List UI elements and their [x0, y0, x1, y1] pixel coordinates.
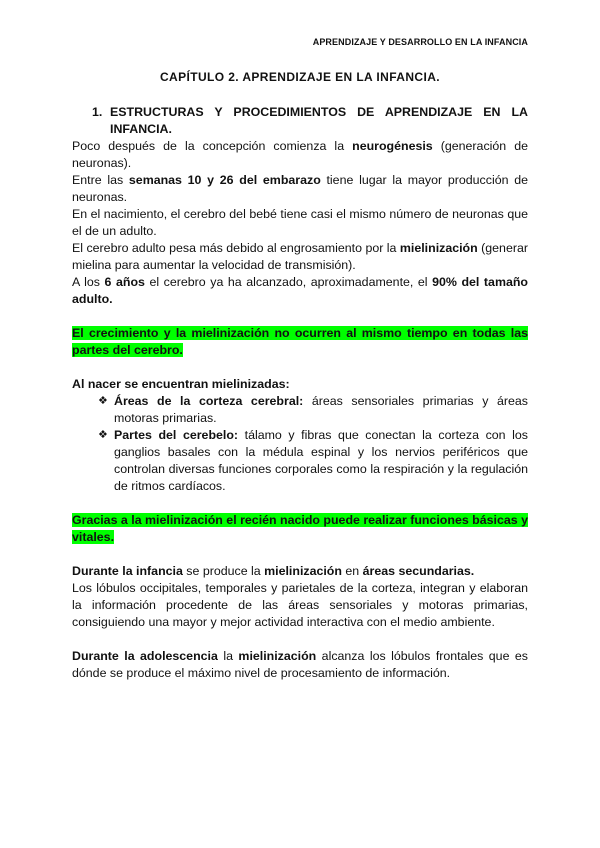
bold-term: neurogénesis	[352, 139, 433, 153]
text-run: áreas sensoriales primarias y áreas motoras primarias.	[114, 394, 528, 425]
text-run: Entre las	[72, 173, 129, 187]
highlight-newborn	[72, 512, 528, 546]
text-run: tálamo y fibras que conectan la corteza con los ganglios basales con la médula espinal y los nervios periféricos que controlan diversas funciones corporales como la respiración y la regulación de ritmos cardíacos.	[114, 428, 528, 493]
text-run: El cerebro adulto pesa más debido al engrosamiento por la	[72, 241, 400, 255]
text-run: (generación de neuronas).	[72, 139, 528, 170]
paragraph-adolescence	[72, 648, 528, 682]
section-title: ESTRUCTURAS Y PROCEDIMIENTOS DE APRENDIZAJE EN LA INFANCIA.	[110, 105, 528, 136]
text-run: A los	[72, 275, 105, 289]
paragraph-lobes	[72, 580, 528, 631]
text-run: se produce la	[182, 564, 265, 578]
bold-term: áreas secundarias.	[362, 564, 475, 578]
list-item	[98, 427, 528, 495]
section-heading	[92, 104, 528, 138]
bold-term: Durante la infancia	[72, 564, 183, 578]
list-intro	[72, 376, 528, 393]
text-run: el cerebro ya ha alcanzado, aproximadamente, el	[144, 275, 433, 289]
myelinated-list	[72, 393, 528, 495]
paragraph-birth	[72, 206, 528, 240]
text-run: la	[217, 649, 239, 663]
list-item	[98, 393, 528, 427]
highlighted-text: El crecimiento y la mielinización no ocurren al mismo tiempo en todas las partes del cerebro.	[72, 326, 528, 357]
bold-term: Al nacer se encuentran mielinizadas:	[72, 377, 290, 391]
bold-term: Durante la adolescencia	[72, 649, 218, 663]
diamond-bullet-icon: ❖	[98, 395, 108, 407]
highlight-growth	[72, 325, 528, 359]
bold-term: mielinización	[399, 241, 478, 255]
paragraph-six-years	[72, 274, 528, 308]
text-run: (generar mielina para aumentar la velocidad de transmisión).	[72, 241, 528, 272]
document-body	[72, 104, 528, 682]
text-run: alcanza los lóbulos frontales que es dónde se produce el máximo nivel de procesamiento de información.	[72, 649, 528, 680]
section-number: 1.	[92, 105, 103, 119]
bold-term: 6 años	[104, 275, 145, 289]
text-run: En el nacimiento, el cerebro del bebé tiene casi el mismo número de neuronas que el de un adulto.	[72, 207, 528, 238]
text-run: tiene lugar la mayor producción de neuronas.	[72, 173, 528, 204]
bold-term: Partes del cerebelo:	[114, 428, 239, 442]
bold-term: 90% del tamaño adulto.	[72, 275, 528, 306]
bold-term: mielinización	[264, 564, 342, 578]
bold-term: semanas 10 y 26 del embarazo	[128, 173, 321, 187]
paragraph-neurogenesis	[72, 138, 528, 172]
text-run: Poco después de la concepción comienza la	[72, 139, 353, 153]
paragraph-adult-brain	[72, 240, 528, 274]
running-header: APRENDIZAJE Y DESARROLLO EN LA INFANCIA	[312, 37, 528, 47]
text-run: Los lóbulos occipitales, temporales y parietales de la corteza, integran y elaboran la información procedente de las áreas sensoriales y motoras primarias, consiguiendo una mayor y mejor actividad interactiva con el medio ambiente.	[72, 581, 528, 629]
text-run: en	[341, 564, 363, 578]
bold-term: mielinización	[238, 649, 317, 663]
paragraph-childhood	[72, 563, 528, 580]
paragraph-weeks	[72, 172, 528, 206]
chapter-title: CAPÍTULO 2. APRENDIZAJE EN LA INFANCIA.	[159, 70, 441, 84]
diamond-bullet-icon: ❖	[98, 429, 108, 441]
highlighted-text: Gracias a la mielinización el recién nacido puede realizar funciones básicas y vitales.	[72, 513, 528, 544]
bold-term: Áreas de la corteza cerebral:	[114, 394, 304, 408]
